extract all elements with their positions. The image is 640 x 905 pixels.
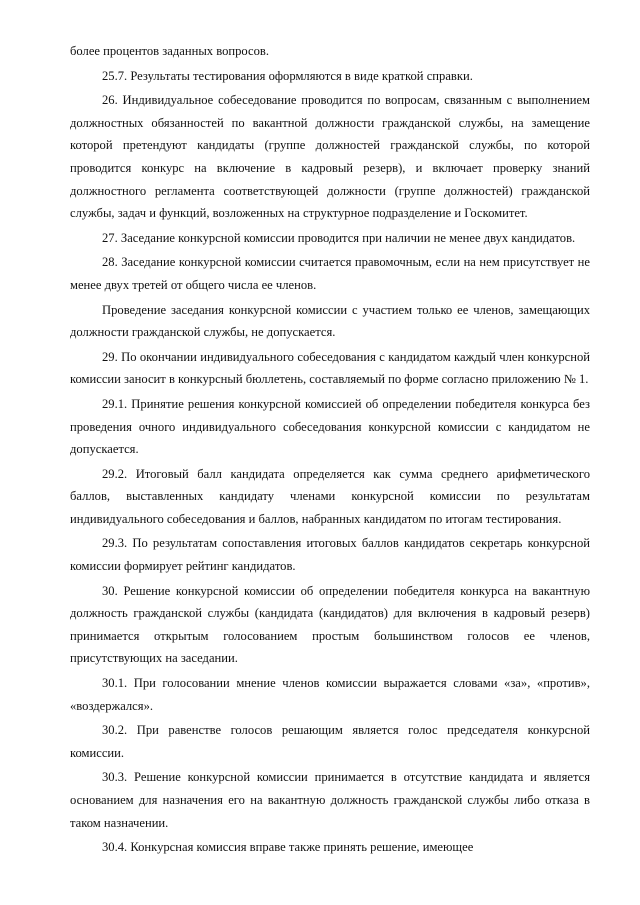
paragraph-continuation: более процентов заданных вопросов.: [70, 44, 270, 58]
paragraph-28: 28. Заседание конкурсной комиссии считается правомочным, если на нем присутствует не менее двух третей от общего числа ее членов.: [70, 255, 590, 292]
paragraph-26: 26. Индивидуальное собеседование проводится по вопросам, связанным с выполнением должностных обязанностей по вакантной должности гражданской службы, на замещение которой претендуют кандидаты (группе должностей гражданской службы, по которой проводится конкурс на включение в кадровый резерв), и включает проверку знаний должностного регламента соответствующей должности (группе должностей) гражданской службы, задач и функций, возложенных на структурное подразделение и Госкомитет.: [70, 93, 590, 221]
paragraph-29-2: 29.2. Итоговый балл кандидата определяется как сумма среднего арифметического баллов, выставленных кандидату членами конкурсной комиссии по результатам индивидуального собеседования и баллов, набранных кандидатом по итогам тестирования.: [70, 466, 590, 526]
paragraph-29: 29. По окончании индивидуального собеседования с кандидатом каждый член конкурсной комиссии заносит в конкурсный бюллетень, составляемый по форме согласно приложению № 1.: [70, 349, 590, 387]
paragraph-25-7: 25.7. Результаты тестирования оформляются в виде краткой справки.: [102, 68, 473, 83]
paragraph-30-3: 30.3. Решение конкурсной комиссии принимается в отсутствие кандидата и является основанием для назначения его на вакантную должность гражданской службы либо отказа в таком назначении.: [70, 770, 590, 830]
paragraph-28-note: Проведение заседания конкурсной комиссии с участием только ее членов, замещающих должности гражданской службы, не допускается.: [70, 302, 590, 340]
paragraph-30-2: 30.2. При равенстве голосов решающим является голос председателя конкурсной комиссии.: [70, 723, 590, 760]
document-body: [70, 40, 590, 859]
paragraph-29-1: 29.1. Принятие решения конкурсной комиссией об определении победителя конкурса без проведения очного индивидуального собеседования конкурсной комиссии с кандидатом не допускается.: [70, 396, 590, 457]
paragraph-30-4: 30.4. Конкурсная комиссия вправе также принять решение, имеющее: [102, 840, 474, 855]
paragraph-30-1: 30.1. При голосовании мнение членов комиссии выражается словами «за», «против», «воздержался».: [70, 676, 590, 713]
paragraph-27: 27. Заседание конкурсной комиссии проводится при наличии не менее двух кандидатов.: [102, 230, 576, 245]
paragraph-29-3: 29.3. По результатам сопоставления итоговых баллов кандидатов секретарь конкурсной комиссии формирует рейтинг кандидатов.: [70, 536, 590, 574]
paragraph-30: 30. Решение конкурсной комиссии об определении победителя конкурса на вакантную должность гражданской службы (кандидата (кандидатов) для включения в кадровый резерв) принимается открытым голосованием простым большинством голосов ее членов, присутствующих на заседании.: [70, 583, 590, 666]
